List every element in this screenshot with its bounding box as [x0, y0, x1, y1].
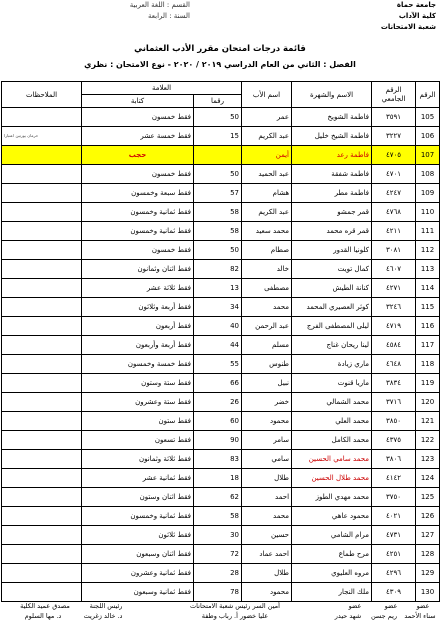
row-father-name: عبد الكريم [242, 127, 292, 146]
row-grade-digits: 15 [194, 127, 242, 146]
row-notes [2, 545, 82, 564]
row-grade-words: فقط أربعون [82, 317, 194, 336]
row-university-id: ٤٧٦٨ [372, 203, 416, 222]
row-student-name: محمد العلي [292, 412, 372, 431]
row-university-id: ٣٢٤٦ [372, 298, 416, 317]
table-row [2, 564, 440, 583]
row-grade-digits: 90 [194, 431, 242, 450]
row-notes [2, 146, 82, 165]
row-university-id: ٣٧١٦ [372, 393, 416, 412]
row-notes [2, 222, 82, 241]
header-seq: الرقم [416, 82, 440, 108]
row-sequence-number: 112 [416, 241, 440, 260]
table-row [2, 488, 440, 507]
row-sequence-number: 111 [416, 222, 440, 241]
table-row [2, 222, 440, 241]
row-sequence-number: 115 [416, 298, 440, 317]
row-sequence-number: 130 [416, 583, 440, 602]
row-student-name: محمد الكامل [292, 431, 372, 450]
row-sequence-number: 114 [416, 279, 440, 298]
document-title: قائمة درجات امتحان مقرر الأدب العثماني [134, 44, 306, 54]
row-university-id: ٣٨٠٦ [372, 450, 416, 469]
header-notes: الملاحظات [2, 82, 82, 108]
table-row [2, 336, 440, 355]
header-name: الاسم والشهرة [292, 82, 372, 108]
university-name: جامعة حماة [396, 1, 436, 9]
row-notes [2, 412, 82, 431]
table-row [2, 507, 440, 526]
table-row [2, 127, 440, 146]
document-subtitle: الفصل : الثاني من العام الدراسي ٢٠١٩ / ٢٠٢٠ - نوع الامتحان : نظري [84, 60, 356, 69]
row-grade-digits: 72 [194, 545, 242, 564]
row-grade-words: فقط سبعة وخمسون [82, 184, 194, 203]
row-student-name: محمد طلال الحسين [292, 469, 372, 488]
row-father-name: سامر [242, 431, 292, 450]
row-grade-digits: 40 [194, 317, 242, 336]
row-university-id: ٤٧٠٥ [372, 146, 416, 165]
row-student-name: كلونيا القدور [292, 241, 372, 260]
header-digits: رقما [194, 95, 242, 108]
row-sequence-number: 122 [416, 431, 440, 450]
row-father-name: محمد [242, 507, 292, 526]
institution-header [366, 0, 436, 33]
table-row [2, 260, 440, 279]
row-father-name: محمد [242, 298, 292, 317]
table-row [2, 374, 440, 393]
signature-name: د. خالد زغريت [83, 612, 123, 620]
row-father-name: طلال [242, 469, 292, 488]
row-notes [2, 260, 82, 279]
row-grade-digits [194, 146, 242, 165]
signature-name-secretary: عليا خضور أ. رباب وطفة [201, 612, 269, 620]
row-sequence-number: 113 [416, 260, 440, 279]
row-grade-words: فقط خمسة وخمسون [82, 355, 194, 374]
row-notes [2, 507, 82, 526]
row-student-name: محمود عاهي [292, 507, 372, 526]
header-words: كتابة [82, 95, 194, 108]
row-notes [2, 336, 82, 355]
row-grade-digits: 78 [194, 583, 242, 602]
row-notes [2, 355, 82, 374]
row-grade-digits: 83 [194, 450, 242, 469]
row-notes [2, 165, 82, 184]
row-grade-digits: 55 [194, 355, 242, 374]
header-father: اسم الأب [242, 82, 292, 108]
table-row [2, 469, 440, 488]
row-university-id: ٤٧٠١ [372, 165, 416, 184]
row-sequence-number: 117 [416, 336, 440, 355]
row-grade-words: فقط خمسون [82, 241, 194, 260]
table-row [2, 108, 440, 127]
row-notes [2, 488, 82, 507]
row-notes [2, 108, 82, 127]
row-sequence-number: 120 [416, 393, 440, 412]
row-grade-words: فقط خمسة عشر [82, 127, 194, 146]
row-sequence-number: 125 [416, 488, 440, 507]
row-father-name: عبد الرحمن [242, 317, 292, 336]
row-father-name: حسين [242, 526, 292, 545]
row-grade-digits: 66 [194, 374, 242, 393]
faculty-name: كلية الآداب [398, 12, 436, 20]
row-grade-words: حجب [82, 146, 194, 165]
row-student-name: كمال تويت [292, 260, 372, 279]
row-father-name: مسلم [242, 336, 292, 355]
row-sequence-number: 126 [416, 507, 440, 526]
row-grade-words: فقط ستة وستون [82, 374, 194, 393]
signature-name: شهد حيدر [334, 612, 362, 620]
header-id: الرقم الجامعي [372, 82, 416, 108]
row-father-name: خضر [242, 393, 292, 412]
signature-role: عضو [384, 602, 398, 610]
row-grade-words: فقط أربعة وثلاثون [82, 298, 194, 317]
row-grade-words: فقط ستة وعشرون [82, 393, 194, 412]
table-row [2, 431, 440, 450]
row-grade-digits: 50 [194, 165, 242, 184]
signature-name: ريم جسن [370, 612, 398, 620]
row-father-name: نبيل [242, 374, 292, 393]
row-grade-digits: 60 [194, 412, 242, 431]
signature-role: مصدق عميد الكلية [20, 602, 70, 610]
row-university-id: ٤٢٧١ [372, 279, 416, 298]
row-student-name: ليلى المصطفى الفرج [292, 317, 372, 336]
row-notes [2, 184, 82, 203]
row-university-id: ٣٠٨١ [372, 241, 416, 260]
row-university-id: ٤١٤٢ [372, 469, 416, 488]
row-sequence-number: 128 [416, 545, 440, 564]
table-row [2, 526, 440, 545]
row-grade-words: فقط ثمانية وخمسون [82, 222, 194, 241]
row-grade-words: فقط اثنان وسبعون [82, 545, 194, 564]
row-student-name: فاطمة شفقة [292, 165, 372, 184]
table-row [2, 203, 440, 222]
row-grade-words: فقط خمسون [82, 108, 194, 127]
row-notes [2, 279, 82, 298]
row-father-name: عبد الكريم [242, 203, 292, 222]
row-father-name: هشام [242, 184, 292, 203]
signature-name: سناء الأحمد [404, 612, 436, 620]
row-sequence-number: 119 [416, 374, 440, 393]
row-father-name: محمد سعيد [242, 222, 292, 241]
row-father-name: عبد الحميد [242, 165, 292, 184]
row-university-id: ٤٦٤٨ [372, 355, 416, 374]
row-student-name: مرام الشامي [292, 526, 372, 545]
row-student-name: لينا ريحان غناج [292, 336, 372, 355]
row-grade-words: فقط اثنان وستون [82, 488, 194, 507]
signature-role: عضو [416, 602, 430, 610]
table-body [2, 108, 440, 602]
row-university-id: ٤٢١١ [372, 222, 416, 241]
row-student-name: ماريا قنوت [292, 374, 372, 393]
signatures-footer [0, 600, 440, 640]
row-grade-digits: 13 [194, 279, 242, 298]
signature-role: عضو [348, 602, 362, 610]
table-row [2, 298, 440, 317]
row-notes [2, 241, 82, 260]
row-notes [2, 203, 82, 222]
row-student-name: محمد الشمالي [292, 393, 372, 412]
row-sequence-number: 118 [416, 355, 440, 374]
row-father-name: سامي [242, 450, 292, 469]
table-header-row-1 [2, 82, 440, 95]
table-row [2, 146, 440, 165]
row-notes [2, 583, 82, 602]
row-student-name: فاطمة الشيخ خليل [292, 127, 372, 146]
row-father-name: احمد عماد [242, 545, 292, 564]
row-father-name: خالد [242, 260, 292, 279]
row-sequence-number: 129 [416, 564, 440, 583]
row-student-name: كوثر العصيري المحمد [292, 298, 372, 317]
row-notes [2, 526, 82, 545]
signature-role-secretary: أمين السر رئيس شعبة الامتحانات [190, 602, 280, 610]
table-row [2, 450, 440, 469]
row-sequence-number: 108 [416, 165, 440, 184]
row-university-id: ٤٧١٩ [372, 317, 416, 336]
table-row [2, 184, 440, 203]
row-grade-words: فقط ثلاثون [82, 526, 194, 545]
row-grade-digits: 57 [194, 184, 242, 203]
row-grade-words: فقط ثمانية وسبعون [82, 583, 194, 602]
row-father-name: أيمن [242, 146, 292, 165]
row-notes: حرمان يورتين اعتبارا [2, 127, 82, 146]
row-student-name: كنانة الطيش [292, 279, 372, 298]
row-grade-words: فقط ثمانية وخمسون [82, 203, 194, 222]
signature-role: رئيس اللجنة [89, 602, 123, 610]
row-sequence-number: 110 [416, 203, 440, 222]
row-sequence-number: 106 [416, 127, 440, 146]
row-grade-digits: 34 [194, 298, 242, 317]
grades-table [1, 81, 440, 602]
row-student-name: محمد مهدي الطوز [292, 488, 372, 507]
table-row [2, 165, 440, 184]
row-grade-words: فقط ثمانية عشر [82, 469, 194, 488]
row-father-name: عمر [242, 108, 292, 127]
department-header [80, 0, 190, 22]
table-row [2, 583, 440, 602]
row-grade-digits: 58 [194, 222, 242, 241]
row-university-id: ٣٨٣٤ [372, 374, 416, 393]
row-grade-digits: 58 [194, 203, 242, 222]
row-grade-words: فقط خمسون [82, 165, 194, 184]
row-grade-digits: 28 [194, 564, 242, 583]
row-student-name: قمر جمشو [292, 203, 372, 222]
row-university-id: ٤٣٧٥ [372, 431, 416, 450]
row-sequence-number: 109 [416, 184, 440, 203]
row-university-id: ٤٧٣١ [372, 526, 416, 545]
row-grade-words: فقط ستون [82, 412, 194, 431]
row-university-id: ٤٠٢١ [372, 507, 416, 526]
exams-section-name: شعبة الامتحانات [380, 23, 436, 31]
row-grade-digits: 50 [194, 108, 242, 127]
row-student-name: ملك النجار [292, 583, 372, 602]
row-father-name: محمود [242, 583, 292, 602]
row-grade-digits: 18 [194, 469, 242, 488]
table-row [2, 279, 440, 298]
row-student-name: قمر قره محمد [292, 222, 372, 241]
row-notes [2, 431, 82, 450]
table-row [2, 412, 440, 431]
row-sequence-number: 127 [416, 526, 440, 545]
row-notes [2, 450, 82, 469]
row-grade-words: فقط ثمانية وعشرون [82, 564, 194, 583]
row-student-name: فاطمة رعد [292, 146, 372, 165]
row-father-name: احمد [242, 488, 292, 507]
department-label: القسم : اللغة العربية [129, 1, 190, 9]
row-university-id: ٤٦٠٧ [372, 260, 416, 279]
row-father-name: طنوس [242, 355, 292, 374]
row-grade-words: فقط ثلاثة عشر [82, 279, 194, 298]
row-university-id: ٣٨٥٠ [372, 412, 416, 431]
table-row [2, 355, 440, 374]
row-grade-words: فقط ثمانية وخمسون [82, 507, 194, 526]
row-sequence-number: 116 [416, 317, 440, 336]
row-father-name: مصطفى [242, 279, 292, 298]
row-sequence-number: 105 [416, 108, 440, 127]
row-grade-digits: 50 [194, 241, 242, 260]
row-sequence-number: 107 [416, 146, 440, 165]
row-grade-words: فقط اثنان وثمانون [82, 260, 194, 279]
row-university-id: ٤٢٩٦ [372, 564, 416, 583]
row-student-name: ماري زيادة [292, 355, 372, 374]
row-notes [2, 393, 82, 412]
header-grade: العلامة [82, 82, 242, 95]
row-university-id: ٣٥٩١ [372, 108, 416, 127]
table-row [2, 317, 440, 336]
signature-name: د. مها السلوم [24, 612, 62, 620]
row-father-name: محمود [242, 412, 292, 431]
row-university-id: ٣٢٢٧ [372, 127, 416, 146]
row-grade-words: فقط أربعة وأربعون [82, 336, 194, 355]
row-grade-digits: 62 [194, 488, 242, 507]
table-row [2, 241, 440, 260]
row-student-name: محمد سامي الحسين [292, 450, 372, 469]
row-student-name: فاطمة الشويخ [292, 108, 372, 127]
row-grade-words: فقط تسعون [82, 431, 194, 450]
row-student-name: مرح طماع [292, 545, 372, 564]
row-notes [2, 317, 82, 336]
row-notes [2, 469, 82, 488]
row-grade-words: فقط ثلاثة وثمانون [82, 450, 194, 469]
row-university-id: ٣٧٥٠ [372, 488, 416, 507]
row-grade-digits: 82 [194, 260, 242, 279]
row-sequence-number: 124 [416, 469, 440, 488]
row-father-name: صطام [242, 241, 292, 260]
row-notes [2, 298, 82, 317]
table-row [2, 393, 440, 412]
row-university-id: ٤٣٠٩ [372, 583, 416, 602]
row-notes [2, 374, 82, 393]
row-sequence-number: 123 [416, 450, 440, 469]
row-grade-digits: 30 [194, 526, 242, 545]
row-notes [2, 564, 82, 583]
row-grade-digits: 44 [194, 336, 242, 355]
row-university-id: ٤٥٨٤ [372, 336, 416, 355]
table-row [2, 545, 440, 564]
row-student-name: فاطمة مطر [292, 184, 372, 203]
row-university-id: ٤٢٤٧ [372, 184, 416, 203]
row-father-name: طلال [242, 564, 292, 583]
row-grade-digits: 58 [194, 507, 242, 526]
row-sequence-number: 121 [416, 412, 440, 431]
year-label: السنة : الرابعة [148, 12, 190, 20]
row-student-name: مروه العليوي [292, 564, 372, 583]
row-grade-digits: 26 [194, 393, 242, 412]
row-university-id: ٤٢٥١ [372, 545, 416, 564]
